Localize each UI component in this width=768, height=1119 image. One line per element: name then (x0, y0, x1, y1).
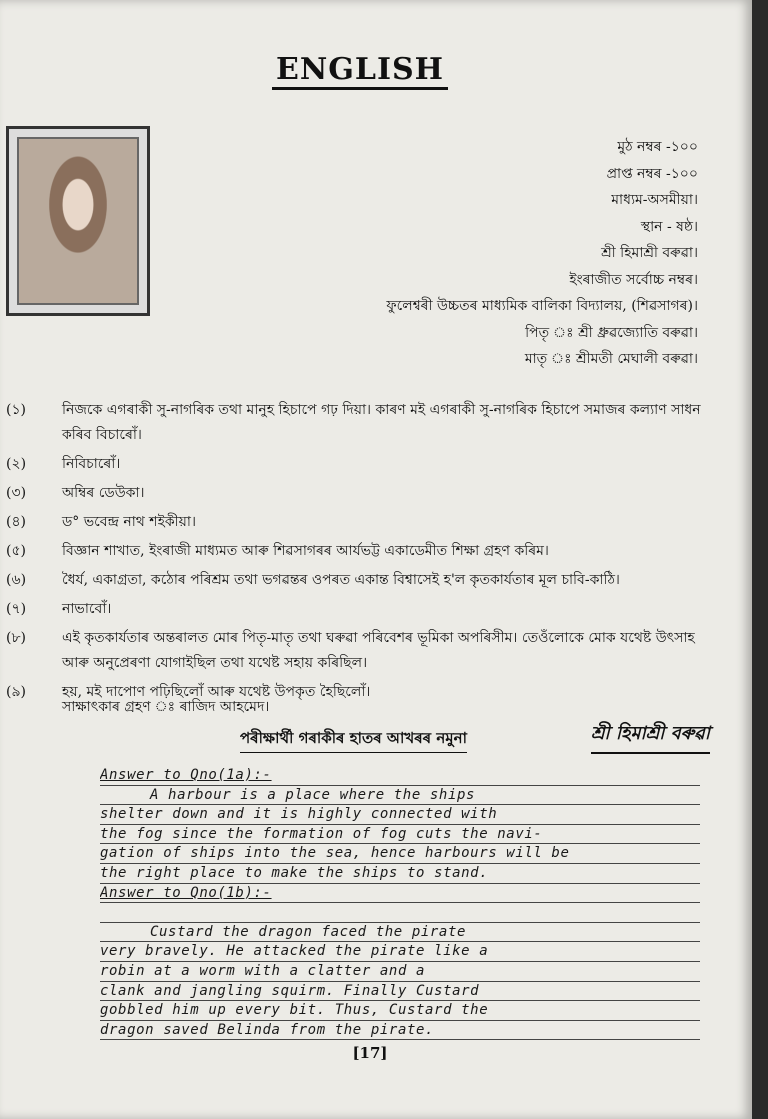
answer-text: নাভাবোঁ। (62, 601, 112, 617)
student-info (138, 134, 698, 373)
answer-number: (২) (6, 456, 27, 472)
student-photo (17, 137, 139, 305)
answer-item (6, 510, 711, 535)
answers-list (6, 398, 711, 705)
answer-item (6, 597, 711, 622)
medium: মাধ্যম-অসমীয়া। (611, 192, 698, 208)
handwriting-blank-line (100, 903, 700, 923)
handwriting-line: gation of ships into the sea, hence harbours will be (100, 844, 700, 864)
answer-item (6, 452, 711, 477)
father-name: পিতৃ ঃ শ্ৰী ধ্ৰুৱজ্যোতি বৰুৱা। (525, 324, 698, 341)
achievement: ইংৰাজীত সৰ্বোচ্চ নম্বৰ। (569, 271, 698, 288)
answer-text: নিবিচাৰোঁ। (62, 456, 121, 472)
answer-item (6, 539, 711, 564)
answer-item (6, 626, 711, 676)
page-title (0, 52, 720, 87)
answer-text: হয়, মই দাপোণ পঢ়িছিলোঁ আৰু যথেষ্ট উপকৃত হৈছিলোঁ। (62, 684, 371, 700)
handwriting-line: the right place to make the ships to stand. (100, 864, 700, 884)
handwriting-sample (100, 766, 700, 1040)
interviewer-credit: সাক্ষাৎকাৰ গ্ৰহণ ঃ ৰাজিদ আহমেদ। (62, 699, 270, 715)
answer-item (6, 481, 711, 506)
answer-number: (৮) (6, 630, 27, 646)
answer-number: (৫) (6, 543, 27, 559)
answer-number: (১) (6, 402, 27, 418)
answer-number: (৯) (6, 684, 27, 700)
answer-number: (৪) (6, 514, 27, 530)
handwriting-line: very bravely. He attacked the pirate like a (100, 942, 700, 962)
student-photo-frame (6, 126, 150, 316)
answer-text: এই কৃতকাৰ্যতাৰ অন্তৰালত মোৰ পিতৃ-মাতৃ তথা ঘৰুৱা পৰিবেশৰ ভূমিকা অপৰিসীম। তেওঁলোকে মোক যথেষ্ট উৎসাহ আৰু অনুপ্ৰেৰণা যোগাইছিল তথা যথেষ্ট সহায় কৰিছিল। (62, 630, 695, 671)
answer-number: (৬) (6, 572, 27, 588)
answer-item (6, 398, 711, 448)
answer-number: (৭) (6, 601, 27, 617)
answer-text: ড° ভবেন্দ্ৰ নাথ শইকীয়া। (62, 514, 196, 530)
handwriting-line: robin at a worm with a clatter and a (100, 962, 700, 982)
page-number: [17] (352, 1044, 388, 1062)
student-name: শ্ৰী হিমাশ্ৰী বৰুৱা। (601, 245, 698, 261)
handwriting-line: dragon saved Belinda from the pirate. (100, 1021, 700, 1041)
answer-item (6, 568, 711, 593)
school-name: ফুলেশ্বৰী উচ্চতৰ মাধ্যমিক বালিকা বিদ্যালয়, (শিৱসাগৰ)। (386, 298, 698, 314)
answer-number: (৩) (6, 485, 27, 501)
handwriting-line: shelter down and it is highly connected with (100, 805, 700, 825)
handwriting-heading: Answer to Qno(1b):- (100, 884, 700, 904)
answer-text: নিজকে এগৰাকী সু-নাগৰিক তথা মানুহ হিচাপে গঢ় দিয়া। কাৰণ মই এগৰাকী সু-নাগৰিক হিচাপে সমাজৰ কল্যাণ সাধন কৰিব বিচাৰোঁ। (62, 402, 701, 443)
handwriting-line: gobbled him up every bit. Thus, Custard the (100, 1001, 700, 1021)
total-marks: মুঠ নম্বৰ -১০০ (617, 139, 698, 155)
handwriting-sample-title: পৰীক্ষাৰ্থী গৰাকীৰ হাতৰ আখৰৰ নমুনা (240, 727, 467, 753)
answer-text: বিজ্ঞান শাখাত, ইংৰাজী মাধ্যমত আৰু শিৱসাগৰৰ আৰ্যভট্ট একাডেমীত শিক্ষা গ্ৰহণ কৰিম। (62, 543, 549, 559)
mother-name: মাতৃ ঃ শ্ৰীমতী মেঘালী বৰুৱা। (524, 351, 698, 367)
obtained-marks: প্ৰাপ্ত নম্বৰ -১০০ (606, 165, 698, 182)
handwriting-sample-header (240, 719, 710, 753)
answer-text: অম্বিৰ ডেউকা। (62, 485, 145, 501)
handwriting-line: clank and jangling squirm. Finally Custard (100, 982, 700, 1002)
handwriting-line: A harbour is a place where the ships (100, 786, 700, 806)
handwriting-heading: Answer to Qno(1a):- (100, 766, 700, 786)
handwriting-line: the fog since the formation of fog cuts the navi- (100, 825, 700, 845)
page-title-text: ENGLISH (272, 52, 448, 90)
student-signature: শ্ৰী হিমাশ্ৰী বৰুৱা (591, 719, 710, 754)
answer-text: ধৈৰ্য, একাগ্ৰতা, কঠোৰ পৰিশ্ৰম তথা ভগৱন্তৰ ওপৰত একান্ত বিশ্বাসেই হ'ল কৃতকাৰ্যতাৰ মূল চাবি-কাঠি। (62, 572, 620, 588)
rank: স্থান - ষষ্ঠ। (640, 218, 698, 235)
handwriting-line: Custard the dragon faced the pirate (100, 923, 700, 943)
